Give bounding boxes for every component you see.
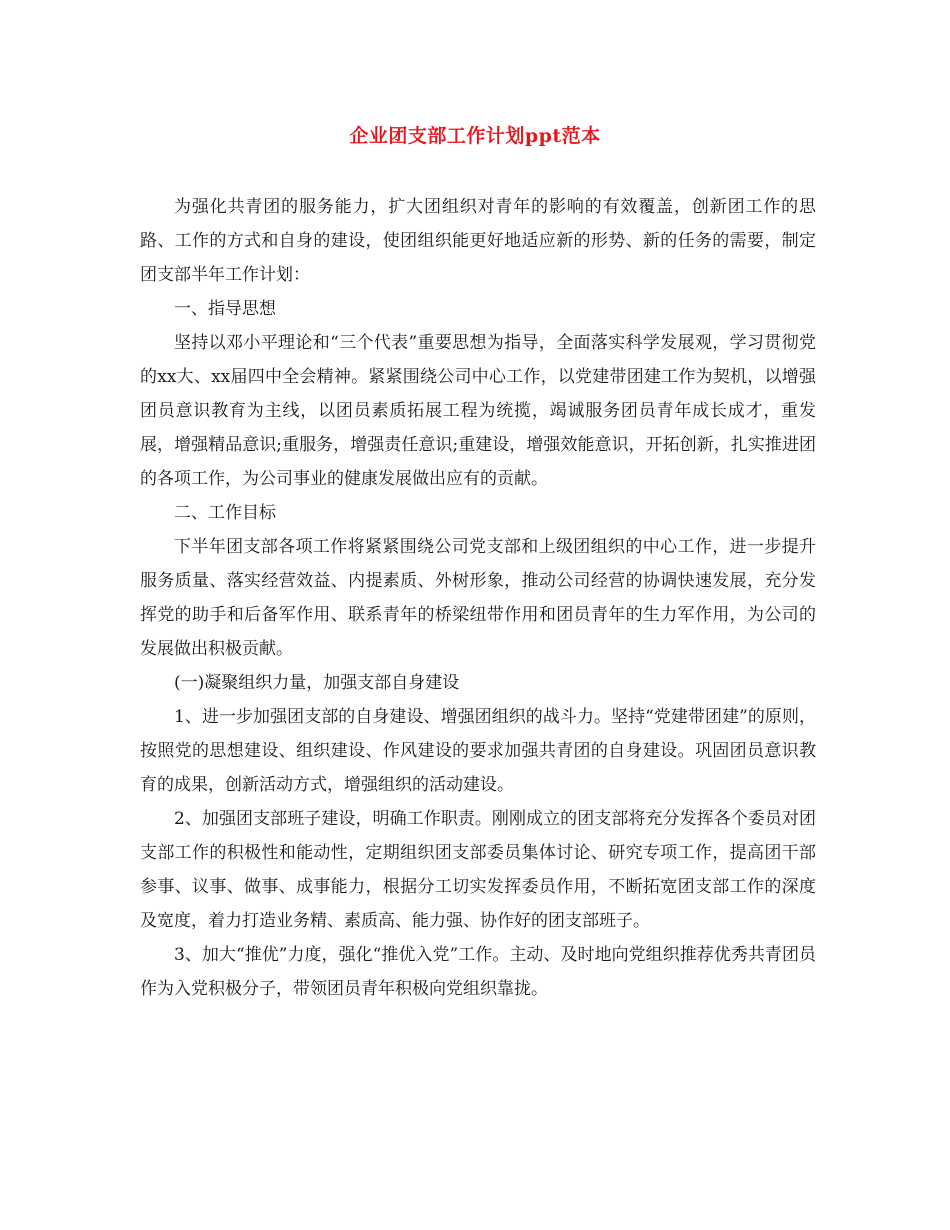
- document-body: [140, 190, 816, 1006]
- document-title: 企业团支部工作计划ppt范本: [349, 125, 601, 147]
- section-heading-guiding-ideology: 一、指导思想: [174, 299, 276, 319]
- section-heading-work-goals: 二、工作目标: [174, 503, 276, 523]
- subsection-heading-organization: (一)凝聚组织力量，加强支部自身建设: [174, 673, 460, 693]
- item-3-paragraph: 3、加大“推优”力度，强化“推优入党”工作。主动、及时地向党组织推荐优秀共青团员作为入党积极分子，带领团员青年积极向党组织靠拢。: [140, 945, 816, 999]
- intro-paragraph: 为强化共青团的服务能力，扩大团组织对青年的影响的有效覆盖，创新团工作的思路、工作的方式和自身的建设，使团组织能更好地适应新的形势、新的任务的需要，制定团支部半年工作计划：: [140, 197, 816, 285]
- item-1-paragraph: 1、进一步加强团支部的自身建设、增强团组织的战斗力。坚持“党建带团建”的原则，按照党的思想建设、组织建设、作风建设的要求加强共青团的自身建设。巩固团员意识教育的成果，创新活动方式，增强组织的活动建设。: [140, 707, 816, 795]
- guiding-ideology-paragraph: 坚持以邓小平理论和“三个代表”重要思想为指导，全面落实科学发展观，学习贯彻党的xx大、xx届四中全会精神。紧紧围绕公司中心工作，以党建带团建工作为契机，以增强团员意识教育为主线，以团员素质拓展工程为统揽，竭诚服务团员青年成长成才，重发展，增强精品意识;重服务，增强责任意识;重建设，增强效能意识，开拓创新，扎实推进团的各项工作，为公司事业的健康发展做出应有的贡献。: [140, 333, 816, 489]
- work-goals-paragraph: 下半年团支部各项工作将紧紧围绕公司党支部和上级团组织的中心工作，进一步提升服务质量、落实经营效益、内提素质、外树形象，推动公司经营的协调快速发展，充分发挥党的助手和后备军作用、联系青年的桥梁纽带作用和团员青年的生力军作用，为公司的发展做出积极贡献。: [140, 537, 816, 659]
- item-2-paragraph: 2、加强团支部班子建设，明确工作职责。刚刚成立的团支部将充分发挥各个委员对团支部工作的积极性和能动性，定期组织团支部委员集体讨论、研究专项工作，提高团干部参事、议事、做事、成事能力，根据分工切实发挥委员作用，不断拓宽团支部工作的深度及宽度，着力打造业务精、素质高、能力强、协作好的团支部班子。: [140, 809, 816, 931]
